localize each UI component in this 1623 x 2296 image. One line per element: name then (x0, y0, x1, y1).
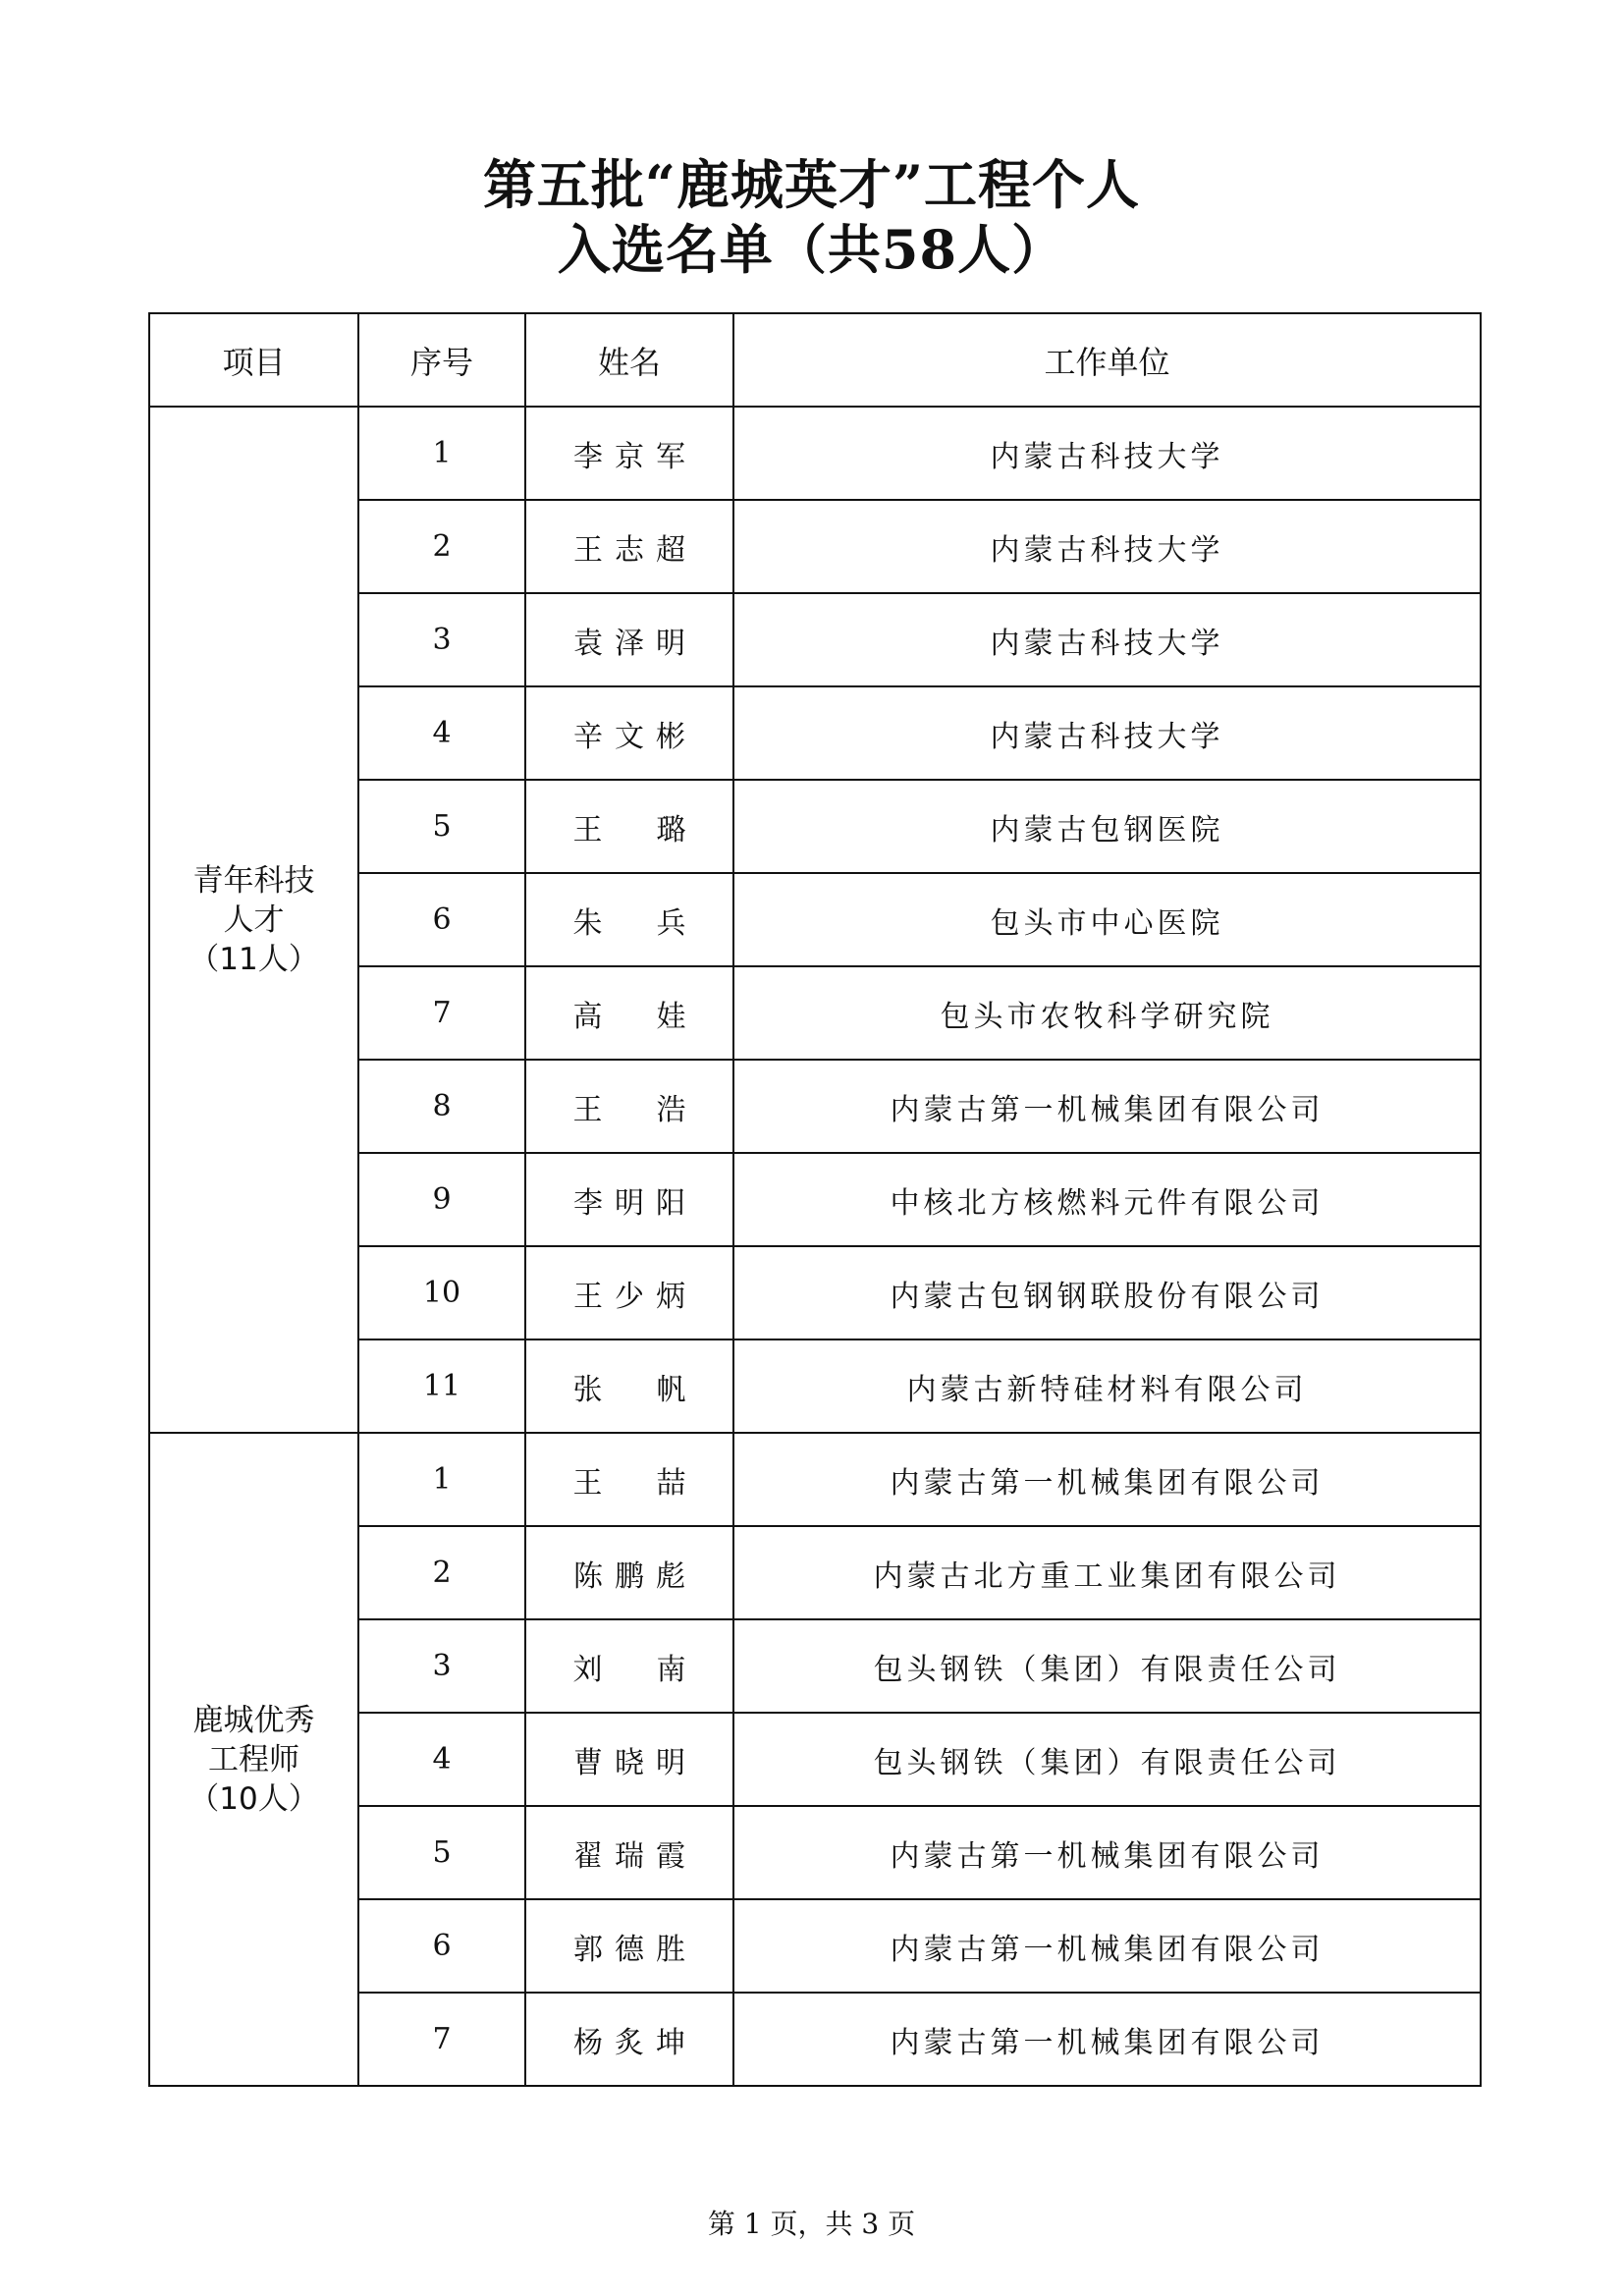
row-number: 4 (358, 1713, 525, 1806)
work-unit: 内蒙古包钢医院 (733, 780, 1481, 873)
row-number: 8 (358, 1060, 525, 1153)
page-title: 第五批“鹿城英才”工程个人 (482, 153, 1141, 216)
row-number: 5 (358, 780, 525, 873)
person-name: 王 喆 (525, 1433, 733, 1526)
work-unit: 内蒙古第一机械集团有限公司 (733, 1993, 1481, 2086)
row-number: 1 (358, 1433, 525, 1526)
row-number: 6 (358, 1899, 525, 1993)
person-name: 刘 南 (525, 1619, 733, 1713)
group-label-line: 鹿城优秀 (192, 1702, 315, 1738)
row-number: 2 (358, 1526, 525, 1619)
table-row (149, 407, 1481, 500)
work-unit: 内蒙古科技大学 (733, 686, 1481, 780)
person-name: 陈鹏彪 (525, 1526, 733, 1619)
person-name: 张 帆 (525, 1339, 733, 1433)
group-label-line: 人才 (223, 902, 285, 938)
row-number: 1 (358, 407, 525, 500)
row-number: 6 (358, 873, 525, 966)
row-number: 4 (358, 686, 525, 780)
person-name: 王 璐 (525, 780, 733, 873)
row-number: 7 (358, 1993, 525, 2086)
work-unit: 内蒙古科技大学 (733, 500, 1481, 593)
work-unit: 内蒙古第一机械集团有限公司 (733, 1806, 1481, 1899)
person-name: 辛文彬 (525, 686, 733, 780)
row-number: 5 (358, 1806, 525, 1899)
person-name: 李京军 (525, 407, 733, 500)
roster-table (148, 312, 1482, 2087)
row-number: 3 (358, 593, 525, 686)
work-unit: 包头钢铁（集团）有限责任公司 (733, 1619, 1481, 1713)
person-name: 朱 兵 (525, 873, 733, 966)
table-row (149, 1433, 1481, 1526)
page-footer: 第 1 页，共 3 页 (707, 2208, 916, 2240)
group-label (149, 1433, 358, 2086)
row-number: 10 (358, 1246, 525, 1339)
page-subtitle: 入选名单（共58人） (557, 218, 1066, 281)
work-unit: 包头钢铁（集团）有限责任公司 (733, 1713, 1481, 1806)
row-number: 7 (358, 966, 525, 1060)
group-label-line: （10人） (189, 1780, 319, 1817)
group-label (149, 407, 358, 1433)
header-number: 序号 (358, 313, 525, 407)
work-unit: 中核北方核燃料元件有限公司 (733, 1153, 1481, 1246)
work-unit: 内蒙古第一机械集团有限公司 (733, 1899, 1481, 1993)
group-label-line: 青年科技 (192, 862, 315, 899)
person-name: 郭德胜 (525, 1899, 733, 1993)
person-name: 袁泽明 (525, 593, 733, 686)
group-label-line: 工程师 (208, 1741, 299, 1777)
work-unit: 内蒙古北方重工业集团有限公司 (733, 1526, 1481, 1619)
person-name: 王少炳 (525, 1246, 733, 1339)
table-header-row (149, 313, 1481, 407)
person-name: 王 浩 (525, 1060, 733, 1153)
person-name: 杨炙坤 (525, 1993, 733, 2086)
row-number: 9 (358, 1153, 525, 1246)
header-project: 项目 (149, 313, 358, 407)
work-unit: 内蒙古包钢钢联股份有限公司 (733, 1246, 1481, 1339)
row-number: 3 (358, 1619, 525, 1713)
table-body (149, 407, 1481, 2086)
work-unit: 内蒙古第一机械集团有限公司 (733, 1060, 1481, 1153)
work-unit: 内蒙古科技大学 (733, 593, 1481, 686)
row-number: 11 (358, 1339, 525, 1433)
person-name: 曹晓明 (525, 1713, 733, 1806)
header-name: 姓名 (525, 313, 733, 407)
person-name: 高 娃 (525, 966, 733, 1060)
person-name: 王志超 (525, 500, 733, 593)
work-unit: 内蒙古新特硅材料有限公司 (733, 1339, 1481, 1433)
row-number: 2 (358, 500, 525, 593)
work-unit: 包头市中心医院 (733, 873, 1481, 966)
work-unit: 内蒙古第一机械集团有限公司 (733, 1433, 1481, 1526)
group-label-line: （11人） (189, 941, 319, 977)
person-name: 李明阳 (525, 1153, 733, 1246)
header-unit: 工作单位 (733, 313, 1481, 407)
work-unit: 包头市农牧科学研究院 (733, 966, 1481, 1060)
person-name: 翟瑞霞 (525, 1806, 733, 1899)
work-unit: 内蒙古科技大学 (733, 407, 1481, 500)
